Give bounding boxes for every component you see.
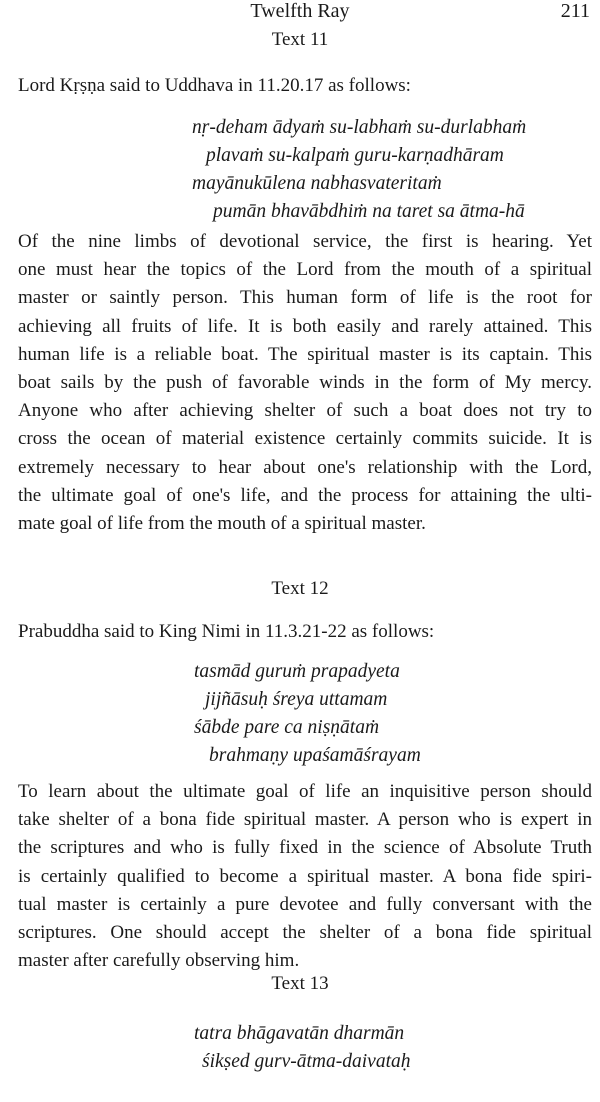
paragraph-line: Anyone who after achieving shelter of such a boat does not try to (18, 400, 592, 422)
section-intro: Prabuddha said to King Nimi in 11.3.21-22 as follows: (18, 621, 435, 642)
page-number: 211 (560, 0, 590, 22)
verse-line: jijñāsuḥ śreya uttamam (205, 689, 388, 710)
verse-line: mayānukūlena nabhasvateritaṁ (192, 173, 442, 194)
verse-line: śābde pare ca niṣṇātaṁ (194, 717, 380, 738)
paragraph-line: tual master is certainly a pure devotee and fully conversant with the (18, 893, 592, 915)
verse-line: pumān bhavābdhiṁ na taret sa ātma-hā (213, 201, 525, 222)
verse-block (0, 658, 421, 770)
verse-line: tatra bhāgavatān dharmān (194, 1023, 405, 1044)
paragraph-line: human life is a reliable boat. The spiritual master is its captain. This (18, 343, 592, 365)
section-heading-text-13: Text 13 (271, 973, 329, 994)
verse-block (0, 114, 526, 226)
paragraph-line: take shelter of a bona fide spiritual master. A person who is expert in (18, 809, 592, 831)
verse-line: śikṣed gurv-ātma-daivataḥ (202, 1051, 411, 1072)
paragraph-line: the ultimate goal of one's life, and the process for attaining the ulti- (18, 484, 592, 506)
verse-line: nṛ-deham ādyaṁ su-labhaṁ su-durlabhaṁ (192, 117, 527, 138)
paragraph-line: scriptures. One should accept the shelter of a bona fide spiritual (18, 922, 592, 944)
running-header-title: Twelfth Ray (250, 0, 350, 22)
section-intro: Lord Kṛṣṇa said to Uddhava in 11.20.17 as follows: (18, 75, 411, 96)
section-heading-text-12: Text 12 (271, 578, 329, 599)
paragraph-line: master after carefully observing him. (18, 950, 300, 972)
verse-line: tasmād guruṁ prapadyeta (194, 661, 400, 682)
paragraph-line: cross the ocean of material existence certainly commits suicide. It is (18, 428, 592, 450)
paragraph-line: boat sails by the push of favorable winds in the form of My mercy. (18, 372, 592, 394)
verse-line: brahmaṇy upaśamāśrayam (209, 745, 421, 766)
paragraph-line: master or saintly person. This human form of life is the root for (18, 287, 592, 309)
section-heading-text-11: Text 11 (271, 29, 329, 50)
paragraph-line: the scriptures and who is fully fixed in the science of Absolute Truth (18, 837, 592, 859)
paragraph-line: mate goal of life from the mouth of a spiritual master. (18, 513, 426, 535)
paragraph-line: achieving all fruits of life. It is both easily and rarely attained. This (18, 315, 592, 337)
verse-block (0, 1020, 411, 1076)
commentary-paragraph (18, 228, 592, 538)
paragraph-line: extremely necessary to hear about one's relationship with the Lord, (18, 456, 592, 478)
paragraph-line: one must hear the topics of the Lord from the mouth of a spiritual (18, 259, 592, 281)
verse-line: plavaṁ su-kalpaṁ guru-karṇadhāram (206, 145, 504, 166)
paragraph-line: To learn about the ultimate goal of life an inquisitive person should (18, 781, 592, 802)
paragraph-line: is certainly qualified to become a spiritual master. A bona fide spiri- (18, 865, 592, 887)
commentary-paragraph (18, 778, 592, 975)
paragraph-line: Of the nine limbs of devotional service, the first is hearing. Yet (18, 231, 592, 252)
